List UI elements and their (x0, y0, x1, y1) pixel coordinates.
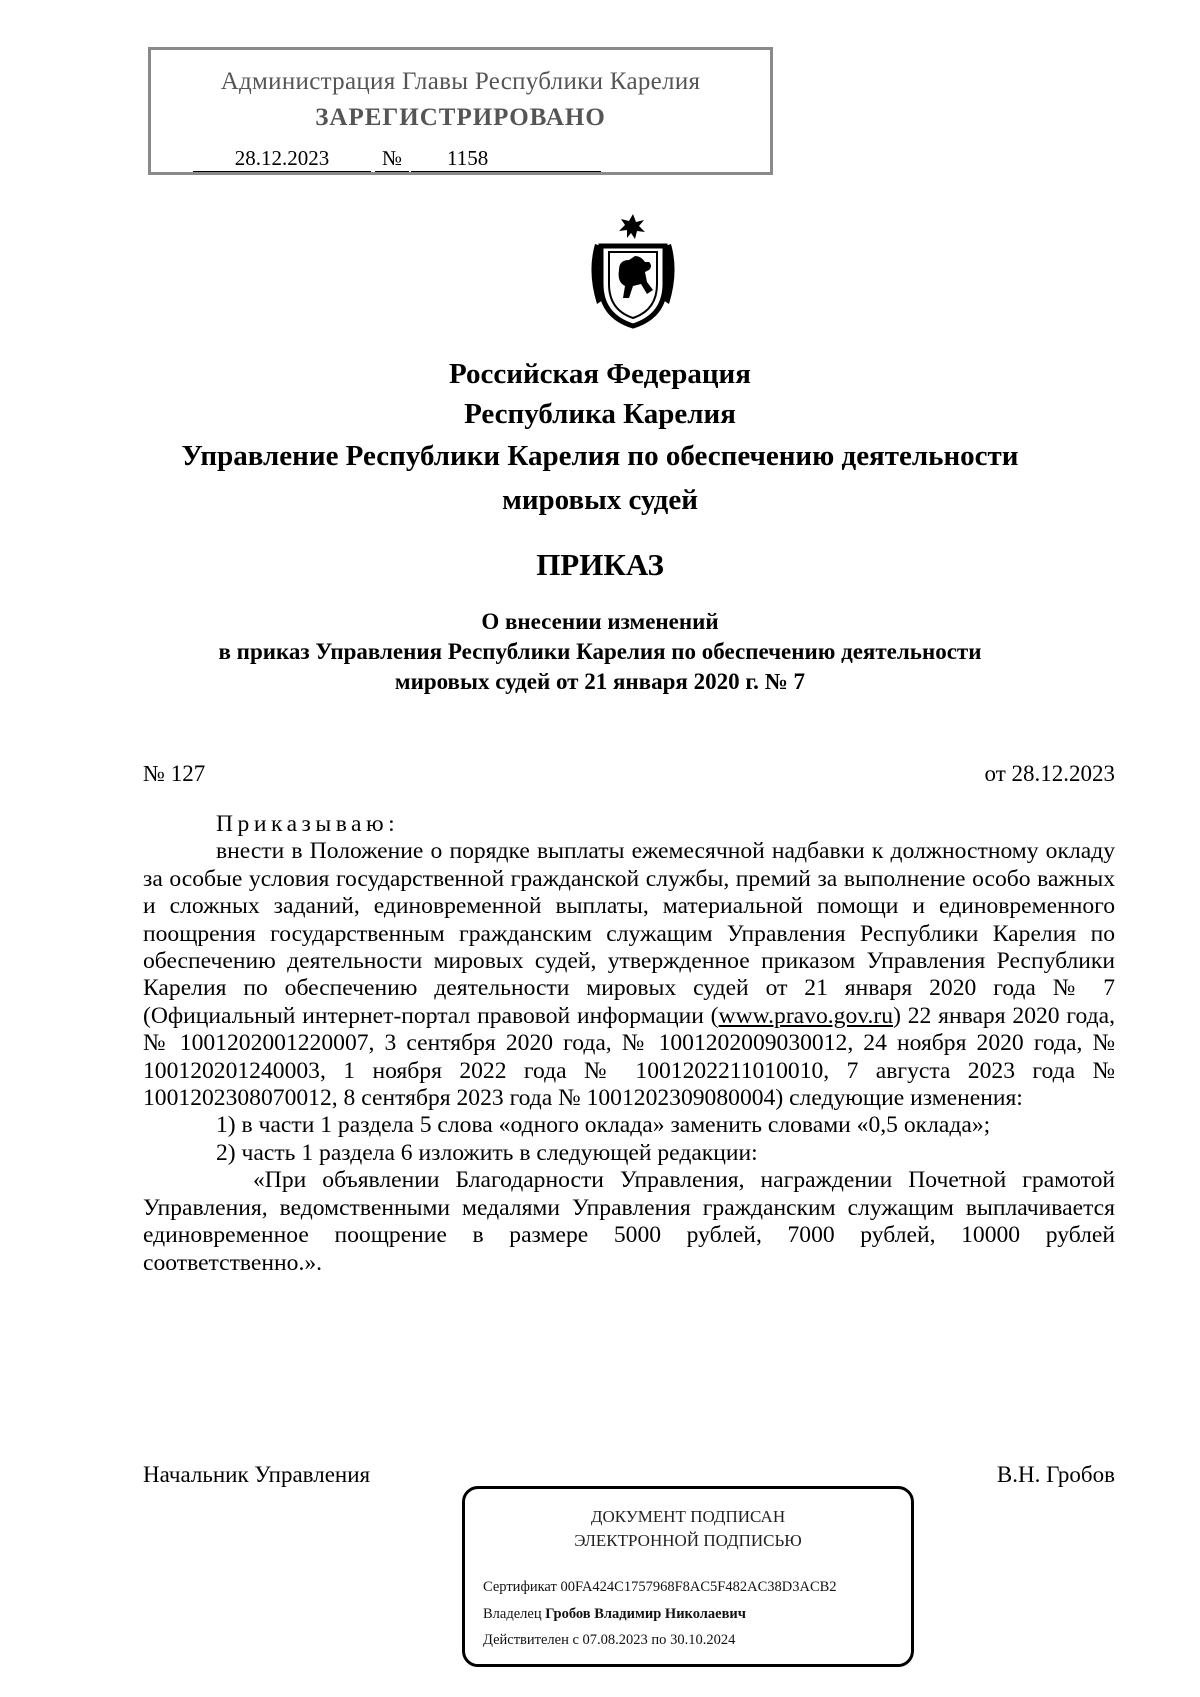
stamp-date: 28.12.2023 (193, 145, 371, 172)
stamp-number: 1158 (411, 145, 601, 172)
header-agency-line1: Управление Республики Карелия по обеспечению деятельности (181, 440, 1019, 472)
signer-position: Начальник Управления (143, 1462, 371, 1487)
esig-title-line2: ЭЛЕКТРОННОЙ ПОДПИСЬЮ (574, 1531, 802, 1550)
esig-valid-from: 07.08.2023 (582, 1632, 648, 1648)
stamp-number-sign: № (375, 145, 409, 172)
header-agency-line2: мировых судей (502, 484, 698, 516)
main-paragraph-start: внести в Положение о порядке выплаты ежемесячной надбавки к должностному окладу за особые условия государственной гражданской службы, премий за выполнение особо важных и сложных заданий, единовременной выплаты, материальной помощи и единовременного поощрения государственным гражданским служащим Управления Республики Карелия по обеспечению деятельности мировых судей, утвержденное приказом Управления Республики Карелия по обеспечению деятельности мировых судей от 21 января 2020 года № 7 (Официальный интернет-портал правовой информации ( (143, 838, 1115, 1029)
signer-name: В.Н. Гробов (996, 1462, 1115, 1487)
esig-valid-label: Действителен с (483, 1632, 579, 1648)
document-date: от 28.12.2023 (984, 761, 1115, 786)
stamp-status: ЗАРЕГИСТРИРОВАНО (315, 104, 606, 131)
esig-certificate-value: 00FA424C1757968F8AC5F482AC38D3ACB2 (560, 1579, 837, 1595)
esig-certificate-label: Сертификат (483, 1579, 557, 1595)
stamp-authority: Администрация Главы Республики Карелия (220, 68, 701, 95)
change-item-1: 1) в части 1 раздела 5 слова «одного оклада» заменить словами «0,5 оклада»; (216, 1112, 991, 1139)
new-wording-quote: «При объявлении Благодарности Управления, награждении Почетной грамотой Управления, ведомственными медалями Управления гражданским служащим выплачивается единовременное поощрение в размере 5000 рублей, 7000 рублей, 10000 рублей соответственно.». (143, 1167, 1115, 1276)
subject-line3: мировых судей от 21 января 2020 г. № 7 (394, 669, 806, 694)
registration-stamp (148, 47, 773, 175)
esig-certificate (483, 1579, 837, 1596)
subject-line2: в приказ Управления Республики Карелия по обеспечению деятельности (218, 639, 982, 664)
document-body (143, 811, 1115, 1277)
esig-owner-value: Гробов Владимир Николаевич (545, 1606, 746, 1622)
esig-owner-label: Владелец (483, 1606, 542, 1622)
karelia-coat-of-arms-icon (583, 212, 683, 330)
header-country: Российская Федерация (449, 358, 751, 390)
esig-valid-to: 30.10.2024 (670, 1632, 736, 1648)
esig-validity (483, 1632, 735, 1649)
main-paragraph-end: ) 22 января 2020 года, № 1001202001220007, 3 сентября 2020 года, № 1001202009030012, 24 ноября 2020 года, № 100120201240003, 1 ноября 2022 года № 1001202211010010, 7 августа 2023 года № 1001202308070012, 8 сентября 2023 года № 1001202309080004) следующие изменения: (143, 1002, 1115, 1112)
esig-title-line1: ДОКУМЕНТ ПОДПИСАН (590, 1507, 786, 1526)
pravo-link[interactable]: www.pravo.gov.ru (718, 1002, 894, 1029)
document-type: ПРИКАЗ (536, 547, 664, 582)
electronic-signature-stamp (462, 1486, 914, 1667)
subject-line1: О внесении изменений (481, 609, 719, 634)
change-item-2: 2) часть 1 раздела 6 изложить в следующей редакции: (216, 1139, 758, 1166)
esig-valid-to-label: по (651, 1632, 667, 1648)
main-paragraph (143, 838, 1115, 1112)
order-word: Приказываю: (216, 811, 400, 837)
esig-owner (483, 1606, 746, 1623)
document-number: № 127 (143, 761, 206, 786)
header-republic: Республика Карелия (464, 398, 736, 430)
